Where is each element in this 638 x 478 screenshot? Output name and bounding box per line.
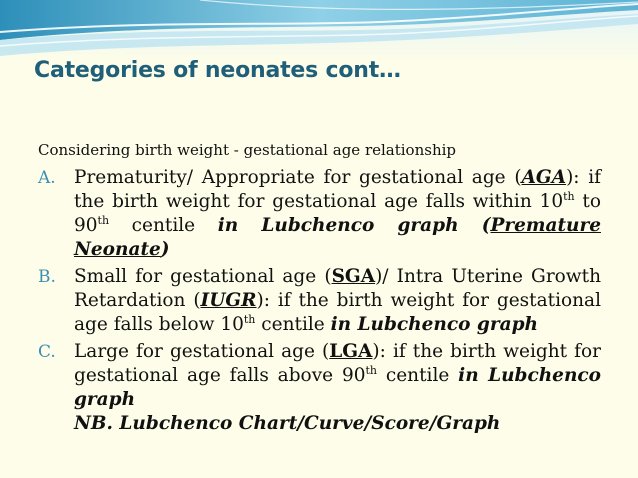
item-b-text-3: ): if the birth weight for gestational age falls below 10 (74, 290, 601, 335)
list-marker-c: C. (38, 342, 56, 362)
item-a-text-2: ): if the birth weight for gestational age falls within 10 (74, 167, 601, 212)
intro-text: Considering birth weight - gestational age relationship (38, 141, 457, 159)
item-b-text-2: )/ Intra Uterine Growth Retardation ( (74, 266, 601, 311)
item-a-text-3: to 90 (74, 191, 601, 236)
list-item-sga (38, 265, 601, 337)
item-a-premature-neonate: Premature Neonate (74, 215, 601, 260)
item-c-emphasis: in Lubchenco graph (74, 365, 601, 410)
list-item-lga (38, 340, 601, 412)
abbr-lga: LGA (329, 341, 373, 362)
item-b-text: Small for gestational age ( (74, 266, 332, 287)
slide-title: Categories of neonates cont… (34, 58, 401, 83)
nb-note: NB. Lubchenco Chart/Curve/Score/Graph (74, 413, 501, 434)
item-a-emphasis-end: ) (160, 239, 170, 260)
abbr-sga: SGA (331, 266, 376, 287)
abbr-aga: AGA (521, 167, 567, 188)
list-item-aga (38, 166, 601, 262)
sup-th: th (97, 213, 110, 227)
list-marker-a: A. (38, 168, 56, 188)
item-c-text-3: centile (377, 365, 459, 386)
sup-th: th (563, 189, 575, 203)
item-a-text-4: centile (109, 215, 218, 236)
header-wave-decoration (0, 0, 638, 60)
item-a-emphasis: in Lubchenco graph ( (217, 215, 491, 236)
category-list (38, 166, 601, 415)
item-a-text: Prematurity/ Appropriate for gestational age ( (74, 167, 522, 188)
abbr-iugr: IUGR (200, 290, 257, 311)
sup-th: th (365, 363, 378, 377)
item-c-text-2: ): if the birth weight for gestational age falls above 90 (74, 341, 602, 386)
item-b-emphasis: in Lubchenco graph (330, 314, 538, 335)
item-b-text-4: centile (255, 314, 331, 335)
item-c-text: Large for gestational age ( (74, 341, 330, 362)
wave-graphic (0, 0, 638, 60)
list-marker-b: B. (38, 267, 56, 287)
sup-th: th (243, 312, 256, 326)
